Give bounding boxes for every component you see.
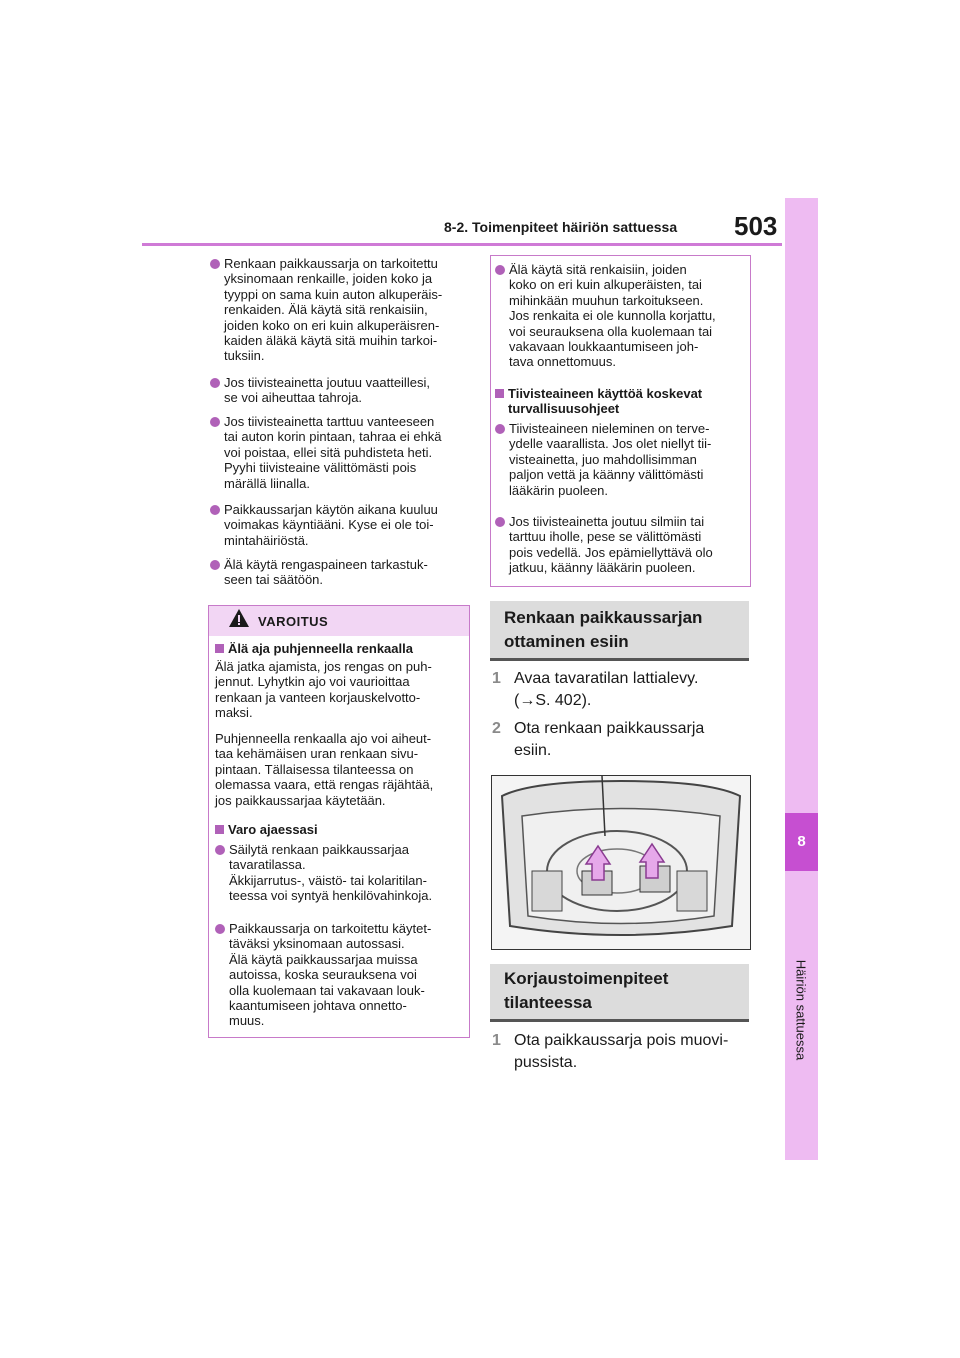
square-bullet-icon <box>215 644 224 653</box>
warning-triangle-icon <box>228 608 250 633</box>
warning-paragraph-1: Älä jatka ajamista, jos rengas on puh- jennut. Lyhytkin ajo voi vaurioittaa renkaan ja vanteen korjauskelvotto- maksi. <box>215 659 432 721</box>
step-number: 2 <box>492 720 501 737</box>
step-item <box>492 718 742 762</box>
bullet-text: Jos tiivisteainetta joutuu vaatteillesi, se voi aiheuttaa tahroja. <box>224 375 430 406</box>
bullet-text: Jos tiivisteainetta tarttuu vanteeseen tai auton korin pintaan, tahraa ei ehkä voi poistaa, ellei sitä puhdisteta heti. Pyyhi tiivisteaine välittömästi pois märällä liinalla. <box>224 414 442 491</box>
step-text: Ota renkaan paikkaussarja esiin. <box>514 720 705 759</box>
chapter-number: 8 <box>797 833 806 850</box>
section-title: 8-2. Toimenpiteet häiriön sattuessa <box>444 219 678 235</box>
heading-text: Varo ajaessasi <box>228 822 318 837</box>
bullet-text: Tiivisteaineen nieleminen on terve- ydelle vaarallista. Jos olet niellyt tii- visteainetta, juo mahdollisimman paljon vettä ja käänny välittömästi lääkärin puoleen. <box>509 421 712 498</box>
step-item <box>492 668 742 712</box>
bullet-text: Säilytä renkaan paikkaussarjaa tavaratilassa. Äkkijarrutus-, väistö- tai kolaritilan- teessa voi syntyä henkilövahinkoja. <box>229 842 433 904</box>
warning-paragraph-2: Puhjenneella renkaalla ajo voi aiheut- taa kehämäisen uran renkaan sivu- pintaan. Tällaisessa tilanteessa on olemassa vaara, että rengas räjähtää, jos paikkaussarjaa käytetään. <box>215 731 434 808</box>
warning-heading-1 <box>215 641 465 656</box>
warning-bullet-1 <box>215 842 467 904</box>
bullet-dot-icon <box>215 924 225 934</box>
left-bullet-2 <box>210 375 470 406</box>
section-heading-2: Korjaustoimenpiteet tilanteessa <box>504 969 669 1012</box>
bullet-dot-icon <box>210 259 220 269</box>
warning-title: VAROITUS <box>258 614 329 629</box>
left-bullet-5 <box>210 557 470 588</box>
step-number: 1 <box>492 670 501 687</box>
square-bullet-icon <box>215 825 224 834</box>
chapter-label: Häiriön sattuessa <box>793 959 809 1061</box>
bullet-dot-icon <box>210 417 220 427</box>
left-bullet-4 <box>210 502 470 548</box>
bullet-dot-icon <box>210 378 220 388</box>
bullet-dot-icon <box>495 424 505 434</box>
header-rule <box>142 243 782 246</box>
right-box-bullet-1 <box>495 262 747 370</box>
right-box-bullet-2 <box>495 421 747 498</box>
step-text: Avaa tavaratilan lattialevy. (→S. 402). <box>514 670 699 709</box>
bullet-dot-icon <box>210 560 220 570</box>
bullet-text: Älä käytä sitä renkaisiin, joiden koko on eri kuin alkuperäisten, tai mihinkään muuhun tarkoitukseen. Jos renkaita ei ole kunnolla korjattu, voi seurauksena olla kuolemaan tai vakavaan loukkaantumiseen joh- tava onnettomuus. <box>509 262 716 370</box>
step-number: 1 <box>492 1032 501 1049</box>
heading-text: Älä aja puhjenneella renkaalla <box>228 641 413 656</box>
bullet-dot-icon <box>495 517 505 527</box>
left-bullet-1 <box>210 256 470 364</box>
step-item <box>492 1030 742 1074</box>
warning-heading-2 <box>215 822 465 837</box>
bullet-dot-icon <box>495 265 505 275</box>
page-number: 503 <box>734 211 778 241</box>
left-bullet-3 <box>210 414 470 491</box>
bullet-text: Paikkaussarjan käytön aikana kuuluu voimakas käyntiääni. Kyse ei ole toi- mintahäiriöstä. <box>224 502 438 548</box>
bullet-dot-icon <box>210 505 220 515</box>
trunk-illustration <box>491 775 751 950</box>
heading-text: Tiivisteaineen käyttöä koskevat turvallisuusohjeet <box>508 386 703 417</box>
bullet-text: Paikkaussarja on tarkoitettu käytet- täväksi yksinomaan autossasi. Älä käytä paikkaussarjaa muissa autoissa, koska seurauksena voi olla kuolemaan tai vakavaan louk- kaantumiseen johtava onnetto- muus. <box>229 921 432 1029</box>
bullet-text: Älä käytä rengaspaineen tarkastuk- seen tai säätöön. <box>224 557 428 588</box>
bullet-text: Jos tiivisteainetta joutuu silmiin tai tarttuu iholle, pese se välittömästi pois vedellä. Jos epämiellyttävä olo jatkuu, käänny lääkärin puoleen. <box>509 514 713 576</box>
right-box-heading <box>495 386 747 417</box>
right-box-bullet-3 <box>495 514 747 576</box>
bullet-dot-icon <box>215 845 225 855</box>
section-heading-1: Renkaan paikkaussarjan ottaminen esiin <box>504 608 703 651</box>
step-text: Ota paikkaussarja pois muovi- pussista. <box>514 1032 729 1071</box>
warning-bullet-2 <box>215 921 467 1029</box>
bullet-text: Renkaan paikkaussarja on tarkoitettu yksinomaan renkaille, joiden koko ja tyyppi on sama kuin auton alkuperäis- renkaiden. Älä käytä sitä renkaisiin, joiden koko on eri kuin alkuperäisren- kaiden äläkä käytä sitä muihin tarkoi- tuksiin. <box>224 256 443 364</box>
square-bullet-icon <box>495 389 504 398</box>
